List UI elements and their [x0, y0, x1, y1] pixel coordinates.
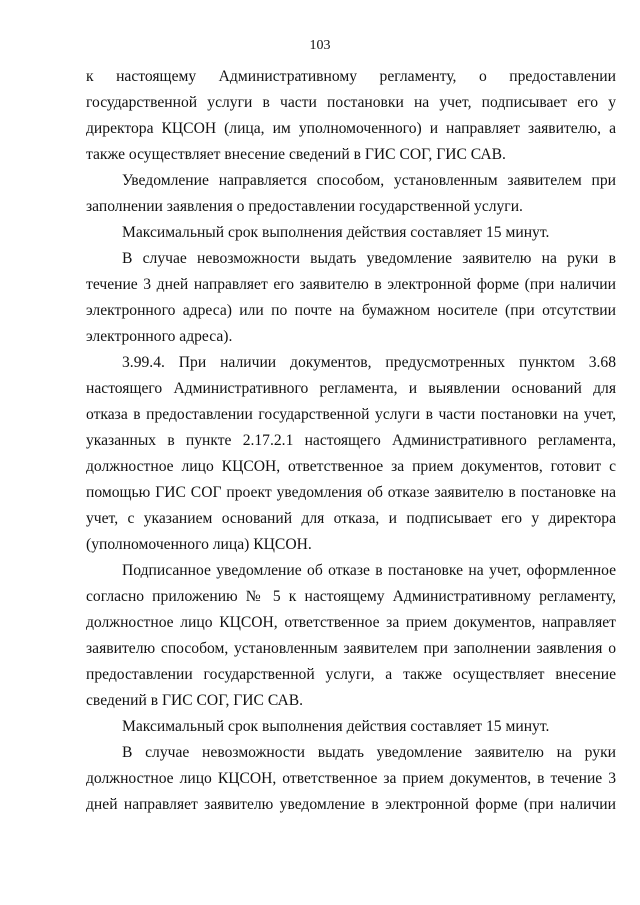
- page-number: 103: [309, 38, 331, 53]
- paragraph-max-time: Максимальный срок выполнения действия составляет 15 минут.: [122, 224, 550, 241]
- paragraph-continuation: к настоящему Административному регламенту, о предоставлении государственной услуги в части постановки на учет, подписывает его у директора КЦСОН (лица, им уполномоченного) и направляет заявителю, а также осуществляет внесение сведений в ГИС СОГ, ГИС САВ.: [86, 68, 616, 163]
- paragraph-clause-3-99-4: 3.99.4. При наличии документов, предусмотренных пунктом 3.68 настоящего Административного регламента, и выявлении оснований для отказа в предоставлении государственной услуги в части постановки на учет, указанных в пункте 2.17.2.1 настоящего Административного регламента, должностное лицо КЦСОН, ответственное за прием документов, готовит с помощью ГИС СОГ проект уведомления об отказе заявителю в постановке на учет, с указанием оснований для отказа, и подписывает его у директора (уполномоченного лица) КЦСОН.: [86, 354, 616, 553]
- paragraph-impossible-deliver: В случае невозможности выдать уведомление заявителю на руки в течение 3 дней направляет его заявителю в электронной форме (при наличии электронного адреса) или по почте на бумажном носителе (при отсутствии электронного адреса).: [86, 250, 616, 345]
- document-body: [86, 64, 616, 818]
- paragraph-notice-method: Уведомление направляется способом, установленным заявителем при заполнении заявления о предоставлении государственной услуги.: [86, 172, 616, 215]
- paragraph-impossible-deliver-second: В случае невозможности выдать уведомление заявителю на руки должностное лицо КЦСОН, ответственное за прием документов, в течение 3 дней направляет заявителю уведомление в электронной форме (при наличии: [86, 744, 616, 813]
- paragraph-max-time-second: Максимальный срок выполнения действия составляет 15 минут.: [122, 718, 550, 735]
- paragraph-signed-refusal: Подписанное уведомление об отказе в постановке на учет, оформленное согласно приложению № 5 к настоящему Административному регламенту, должностное лицо КЦСОН, ответственное за прием документов, направляет заявителю способом, установленным заявителем при заполнении заявления о предоставлении государственной услуги, а также осуществляет внесение сведений в ГИС СОГ, ГИС САВ.: [86, 562, 616, 709]
